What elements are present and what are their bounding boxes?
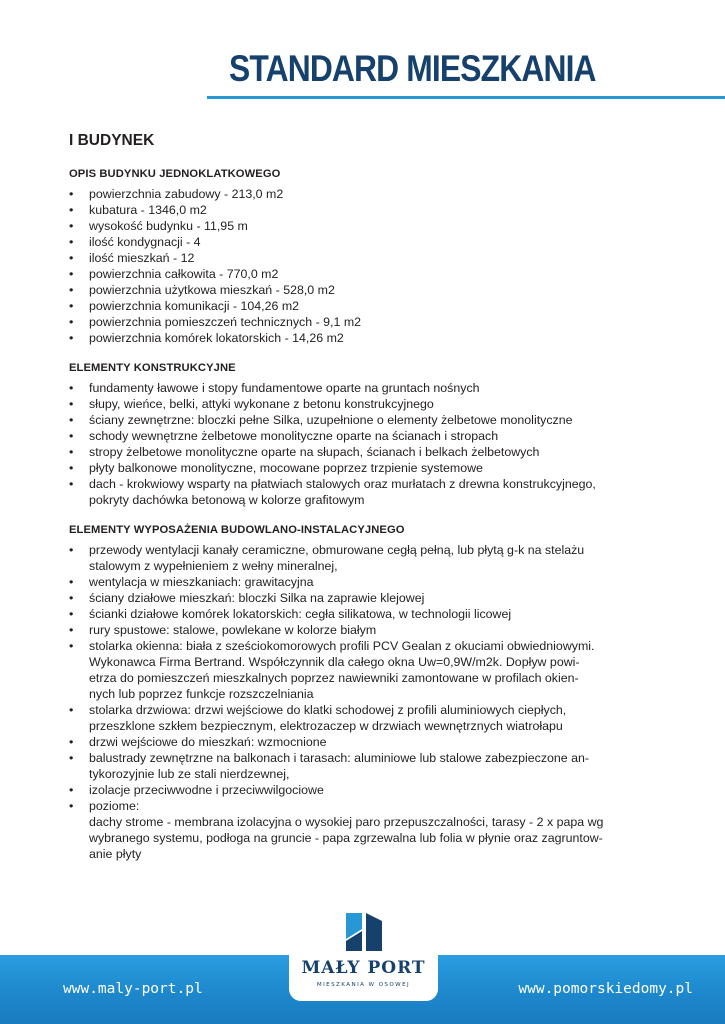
spec-group	[69, 168, 659, 346]
list-item-line: • stolarka drzwiowa: drzwi wejściowe do klatki schodowej z profili aluminiowych ciepłych,	[89, 703, 567, 717]
list-item-line: • płyty balkonowe monolityczne, mocowane poprzez trzpienie systemowe	[89, 461, 483, 475]
section-heading: I BUDYNEK	[69, 132, 155, 149]
bullet-list	[69, 542, 659, 862]
list-item	[69, 622, 659, 638]
list-item	[69, 314, 659, 330]
list-item	[69, 702, 659, 734]
list-item	[69, 330, 659, 346]
logo	[289, 905, 438, 1005]
list-item	[69, 428, 659, 444]
spec-group	[69, 524, 659, 862]
list-item-line: Wykonawca Firma Bertrand. Współczynnik dla całego okna Uw=0,9W/m2k. Dopływ powi-	[89, 655, 580, 669]
list-item-line: • ilość mieszkań - 12	[89, 251, 195, 265]
list-item	[69, 186, 659, 202]
group-heading: OPIS BUDYNKU JEDNOKLATKOWEGO	[69, 168, 281, 180]
list-item	[69, 266, 659, 282]
list-item-line: • balustrady zewnętrzne na balkonach i tarasach: aluminiowe lub stalowe zabezpieczone an-	[89, 751, 590, 765]
footer-link-maly-port[interactable]: www.maly-port.pl	[63, 981, 203, 997]
list-item	[69, 574, 659, 590]
list-item	[69, 542, 659, 574]
list-item-line: przeszklone szkłem bezpiecznym, elektrozaczep w drzwiach wewnętrznych wiatrołapu	[89, 719, 563, 733]
list-item-line: • fundamenty ławowe i stopy fundamentowe oparte na gruntach nośnych	[89, 381, 480, 395]
list-item	[69, 298, 659, 314]
list-item	[69, 590, 659, 606]
list-item	[69, 734, 659, 750]
list-item	[69, 460, 659, 476]
list-item-line: • ściany działowe mieszkań: bloczki Silka na zaprawie klejowej	[89, 591, 425, 605]
list-item-line: • powierzchnia zabudowy - 213,0 m2	[89, 187, 284, 201]
bullet-list	[69, 380, 659, 508]
list-item-line: • powierzchnia komunikacji - 104,26 m2	[89, 299, 300, 313]
list-item-line: • schody wewnętrzne żelbetowe monolityczne oparte na ścianach i stropach	[89, 429, 499, 443]
group-heading: ELEMENTY WYPOSAŻENIA BUDOWLANO-INSTALACYJNEGO	[69, 524, 405, 536]
spec-groups	[69, 168, 659, 862]
list-item-line: tykorozyjnie lub ze stali nierdzewnej,	[89, 767, 290, 781]
list-item	[69, 606, 659, 622]
logo-tagline: MIESZKANIA W OSOWEJ	[316, 982, 411, 988]
list-item-line: • słupy, wieńce, belki, attyki wykonane z betonu konstrukcyjnego	[89, 397, 434, 411]
list-item	[69, 798, 659, 862]
list-item-line: • powierzchnia użytkowa mieszkań - 528,0 m2	[89, 283, 335, 297]
title-divider	[207, 96, 725, 99]
bullet-list	[69, 186, 659, 346]
list-item	[69, 218, 659, 234]
list-item	[69, 476, 659, 508]
list-item-line: • ścianki działowe komórek lokatorskich: cegła silikatowa, w technologii licowej	[89, 607, 512, 621]
list-item-line: • rury spustowe: stalowe, powlekane w kolorze białym	[89, 623, 377, 637]
list-item	[69, 202, 659, 218]
list-item-line: stalowym z wypełnieniem z wełny mineralnej,	[89, 559, 338, 573]
list-item	[69, 412, 659, 428]
list-item-line: • ściany zewnętrzne: bloczki pełne Silka, uzupełnione o elementy żelbetowe monolityczne	[89, 413, 573, 427]
list-item	[69, 234, 659, 250]
list-item-line: • powierzchnia pomieszczeń technicznych - 9,1 m2	[89, 315, 362, 329]
list-item-line: • ilość kondygnacji - 4	[89, 235, 201, 249]
list-item-line: dachy strome - membrana izolacyjna o wysokiej paro przepuszczalności, tarasy - 2 x papa wg	[89, 815, 604, 829]
list-item-line: • izolacje przeciwwodne i przeciwwilgociowe	[89, 783, 324, 797]
list-item	[69, 638, 659, 702]
list-item	[69, 782, 659, 798]
logo-name: MAŁY PORT	[301, 958, 426, 978]
list-item-line: • poziome:	[89, 799, 140, 813]
list-item-line: • drzwi wejściowe do mieszkań: wzmocnione	[89, 735, 327, 749]
list-item	[69, 282, 659, 298]
list-item-line: • wentylacja w mieszkaniach: grawitacyjna	[89, 575, 314, 589]
list-item-line: nych lub poprzez funkcje rozszczelniania	[89, 687, 314, 701]
footer-link-pomorskie-domy[interactable]: www.pomorskiedomy.pl	[518, 981, 693, 997]
list-item	[69, 396, 659, 412]
list-item-line: anie płyty	[89, 847, 142, 861]
list-item	[69, 380, 659, 396]
list-item-line: • powierzchnia komórek lokatorskich - 14,26 m2	[89, 331, 344, 345]
list-item	[69, 750, 659, 782]
list-item-line: • stolarka okienna: biała z sześciokomorowych profili PCV Gealan z okuciami obwiedniowymi.	[89, 639, 595, 653]
list-item-line: • powierzchnia całkowita - 770,0 m2	[89, 267, 279, 281]
list-item-line: • przewody wentylacji kanały ceramiczne, obmurowane cegłą pełną, lub płytą g-k na stelażu	[89, 543, 585, 557]
list-item-line: pokryty dachówka betonową w kolorze grafitowym	[89, 493, 365, 507]
list-item-line: wybranego systemu, podłoga na gruncie - papa zgrzewalna lub folia w płynie oraz zagruntow-	[89, 831, 603, 845]
spec-group	[69, 362, 659, 508]
list-item-line: etrza do pomieszczeń mieszkalnych poprzez nawiewniki zamontowane w profilach okien-	[89, 671, 579, 685]
list-item	[69, 250, 659, 266]
list-item-line: • dach - krokwiowy wsparty na płatwiach stalowych oraz murłatach z drewna konstrukcyjnego,	[89, 477, 596, 491]
list-item-line: • stropy żelbetowe monolityczne oparte na słupach, ścianach i belkach żelbetowych	[89, 445, 540, 459]
list-item-line: • wysokość budynku - 11,95 m	[89, 219, 248, 233]
sail-logo-icon	[346, 913, 382, 953]
document-body	[69, 132, 659, 878]
page-title: STANDARD MIESZKANIA	[229, 48, 596, 89]
group-heading: ELEMENTY KONSTRUKCYJNE	[69, 362, 236, 374]
list-item	[69, 444, 659, 460]
list-item-line: • kubatura - 1346,0 m2	[89, 203, 207, 217]
